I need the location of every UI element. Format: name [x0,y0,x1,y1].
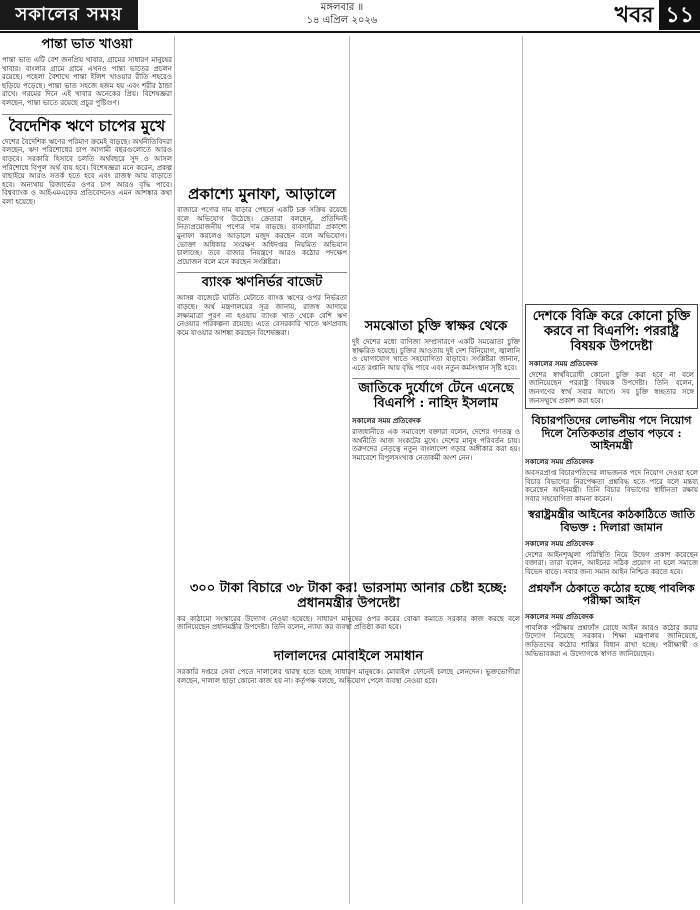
section-name: খবর [614,2,654,28]
page-number: ১১ [659,0,700,30]
story-body: আসন্ন বাজেটে ঘাটতি মেটাতে ব্যাংক ঋণের ওপর নির্ভরতা বাড়ছে। অর্থ মন্ত্রণালয়ের সূত্র জানায়, রাজস্ব আদায়ে লক্ষ্যমাত্রা পূরণ না হওয়ায় ব্যাংক খাত থেকে বেশি ঋণ নেওয়ার পরিকল্পনা রয়েছে। এতে বেসরকারি খাতে ঋণপ্রবাহ কমে যাওয়ার আশঙ্কা করছেন বিশেষজ্ঞরা। [177,294,347,337]
broker-story-block [177,648,520,904]
column-3 [352,36,520,576]
tax-story-block [177,580,520,640]
story-byline: সকালের সময় প্রতিবেদক [529,358,598,368]
story-headline: স্বরাষ্ট্রমন্ত্রীর আইনের কাঠকাঠিতে জাতি বিভক্ত : দিলারা জামান [528,508,695,535]
story-divider [352,378,520,379]
story-divider [177,272,347,273]
story-divider [2,114,172,115]
story-headline: দালালদের মোবাইলে সমাধান [273,649,424,664]
issue-day: মঙ্গলবার ॥ [320,2,364,13]
story-byline: সকালের সময় প্রতিবেদক [525,611,594,621]
story-mou-signed [352,320,520,372]
story-exam-law [525,583,698,659]
story-byline: সকালের সময় প্রতিবেদক [525,457,594,467]
story-headline: ৩০০ টাকা বিচারে ৩৮ টাকা কর! ভারসাম্য আনার চেষ্টা হচ্ছে: প্রধানমন্ত্রীর উপদেষ্টা [189,581,508,611]
story-byline: সকালের সময় প্রতিবেদক [525,538,594,548]
story-body: সরকারি দপ্তরে সেবা পেতে দালালের দ্বারস্থ হতে হচ্ছে সাধারণ মানুষকে। মোবাইল ফোনেই চলছে লেনদেন। ভুক্তভোগীরা বলছেন, দালাল ছাড়া কোনো কাজ হয় না। কর্তৃপক্ষ বলছে, অভিযোগ পেলে ব্যবস্থা নেওয়া হবে। [177,667,520,685]
story-profit-hidden [177,186,347,266]
story-headline: বিচারপতিদের লোভনীয় পদে নিয়োগ দিলে নৈতিকতার প্রভাব পড়বে : আইনমন্ত্রী [531,414,692,453]
story-panta-bhat [2,38,172,108]
masthead-rule [0,31,700,33]
story-headline: পান্তা ভাত খাওয়া [41,37,133,52]
story-nahid-islam [352,382,520,462]
column-1 [2,36,172,904]
story-headline: সমঝোতা চুক্তি স্বাক্ষর থেকে [364,319,508,334]
story-headline: দেশকে বিক্রি করে কোনো চুক্তি করবে না বিএনপি: পররাষ্ট্র বিষয়ক উপদেষ্টা [532,309,691,354]
story-law-minister [525,415,698,503]
issue-date-text: ১৪ এপ্রিল ২০২৬ [306,15,378,26]
story-tax-balance [177,582,520,632]
story-body: রাজধানীতে এক সমাবেশে বক্তারা বলেন, দেশের গণতন্ত্র ও অর্থনীতি আজ সংকটের মুখে। দেশের মানুষ পরিবর্তন চায়। তরুণদের নেতৃত্বে নতুন বাংলাদেশ গড়ার অঙ্গীকার করা হয়। সমাবেশে বিপুলসংখ্যক নেতাকর্মী অংশ নেন। [352,428,520,462]
column-2 [177,36,347,576]
story-headline: জাতিকে দুর্যোগে টেনে এনেছে বিএনপি : নাহিদ ইসলাম [358,381,514,412]
story-headline: ব্যাংক ঋণনির্ভর বাজেট [201,275,323,291]
story-body: দুই দেশের মধ্যে বাণিজ্য সম্প্রসারণে একটি সমঝোতা চুক্তি স্বাক্ষরিত হয়েছে। চুক্তির আওতায় দুই দেশ বিনিয়োগ, জ্বালানি ও যোগাযোগ খাতে সহযোগিতা বাড়াবে। সংশ্লিষ্টরা জানান, এতে রপ্তানি আয় বৃদ্ধি পাবে এবং নতুন কর্মসংস্থান সৃষ্টি হবে। [352,337,520,372]
story-body: পান্তা ভাত এটি বেশ জনপ্রিয় খাবার, গ্রামের সাধারণ মানুষের খাবার। বাংলার গ্রামে গ্রামে এখনও পান্তা ভাতের প্রচলন রয়েছে। পহেলা বৈশাখে পান্তা ইলিশ খাওয়ার রীতি শহরেও ছড়িয়ে পড়েছে। পান্তা ভাত সহজে হজম হয় এবং শরীর ঠান্ডা রাখে। গরমের দিনে এই খাবার অনেকের প্রিয়। বিশেষজ্ঞরা বলছেন, পান্তা ভাতে রয়েছে প্রচুর পুষ্টিগুণ। [2,55,172,107]
issue-date [232,1,452,27]
story-body: বাজারে পণ্যের দাম বাড়ার পেছনে একটি চক্র সক্রিয় রয়েছে বলে অভিযোগ উঠেছে। ক্রেতারা বলছেন, প্রতিদিনই নিত্যপ্রয়োজনীয় পণ্যের দাম বাড়ছে। ব্যবসায়ীরা প্রকাশ্যে মুনাফা করলেও আড়ালে মজুদ করছেন বলে অভিযোগ। ভোক্তা অধিকার সংরক্ষণ অধিদপ্তর নিয়মিত অভিযান চালাচ্ছে। তবে বাজার নিয়ন্ত্রণে আরও কঠোর পদক্ষেপ প্রয়োজন বলে মনে করছেন সংশ্লিষ্টরা। [177,206,347,266]
column-4 [525,36,698,904]
story-headline: বৈদেশিক ঋণে চাপের মুখে [8,116,166,135]
story-body: কর কাঠামো সংস্কারের উদ্যোগ নেওয়া হয়েছে। সাধারণ মানুষের ওপর করের বোঝা কমাতে সরকার কাজ করছে বলে জানিয়েছেন প্রধানমন্ত্রীর উপদেষ্টা। তিনি বলেন, ন্যায্য কর ব্যবস্থা প্রতিষ্ঠা করা হবে। [177,614,520,632]
story-bank-loan-budget [177,276,347,337]
story-body: দেশের বৈদেশিক ঋণের পরিমাণ ক্রমেই বাড়ছে। অর্থনীতিবিদরা বলছেন, ঋণ পরিশোধের চাপ আগামী বছরগুলোতে আরও বাড়বে। সরকারি হিসাবে চলতি অর্থবছরে সুদ ও আসল পরিশোধে বিপুল অর্থ ব্যয় হবে। বিশেষজ্ঞরা মনে করেন, প্রকল্প বাছাইয়ে আরও সতর্ক হতে হবে এবং রাজস্ব আয় বাড়াতে হবে। অন্যথায় রিজার্ভের ওপর চাপ আরও বৃদ্ধি পাবে। বিশ্বব্যাংক ও আইএমএফের প্রতিবেদনেও এমন আশঙ্কার কথা বলা হয়েছে। [2,137,172,206]
story-body: পাবলিক পরীক্ষায় প্রশ্নফাঁস রোধে আইন আরও কঠোর করার উদ্যোগ নিয়েছে সরকার। শিক্ষা মন্ত্রণালয় জানিয়েছে, জড়িতদের কঠোর শাস্তির বিধান রাখা হচ্ছে। পরীক্ষার্থী ও অভিভাবকরা এ উদ্যোগকে স্বাগত জানিয়েছেন। [525,623,698,658]
story-foreign-debt [2,118,172,207]
story-body: অবসরপ্রাপ্ত বিচারপতিদের লাভজনক পদে নিয়োগ দেওয়া হলে বিচার বিভাগের নিরপেক্ষতা প্রশ্নবিদ্ধ হতে পারে বলে মন্তব্য করেছেন আইনমন্ত্রী। তিনি বিচার বিভাগের স্বাধীনতা রক্ষায় সবার সহযোগিতা কামনা করেন। [525,469,698,503]
masthead [0,0,700,34]
story-dilara-zaman [525,509,698,576]
paper-name-logo: সকালের সময় [0,0,138,30]
story-headline: প্রকাশ্যে মুনাফা, আড়ালে [188,185,336,203]
story-byline: সকালের সময় প্রতিবেদক [352,416,421,426]
story-bnp-no-deal [525,304,698,409]
column-divider [522,36,523,904]
story-headline: প্রশ্নফাঁস ঠেকাতে কঠোর হচ্ছে পাবলিক পরীক্ষা আইন [528,581,695,608]
story-broker-mobile [177,650,520,685]
section-header [550,0,700,30]
column-divider [174,36,175,904]
story-body: দেশের আইনশৃঙ্খলা পরিস্থিতি নিয়ে উদ্বেগ প্রকাশ করেছেন বক্তারা। তারা বলেন, আইনের সঠিক প্রয়োগ না হলে সমাজে বিভেদ বাড়ে। সবার জন্য সমান আইন নিশ্চিত করতে হবে। [525,550,698,576]
story-body: দেশের স্বার্থবিরোধী কোনো চুক্তি করা হবে না বলে জানিয়েছেন পররাষ্ট্র বিষয়ক উপদেষ্টা। তিনি বলেন, জনগণের স্বার্থ সবার আগে। সব চুক্তি স্বচ্ছতার সঙ্গে জনসম্মুখে প্রকাশ করা হবে। [529,370,694,405]
